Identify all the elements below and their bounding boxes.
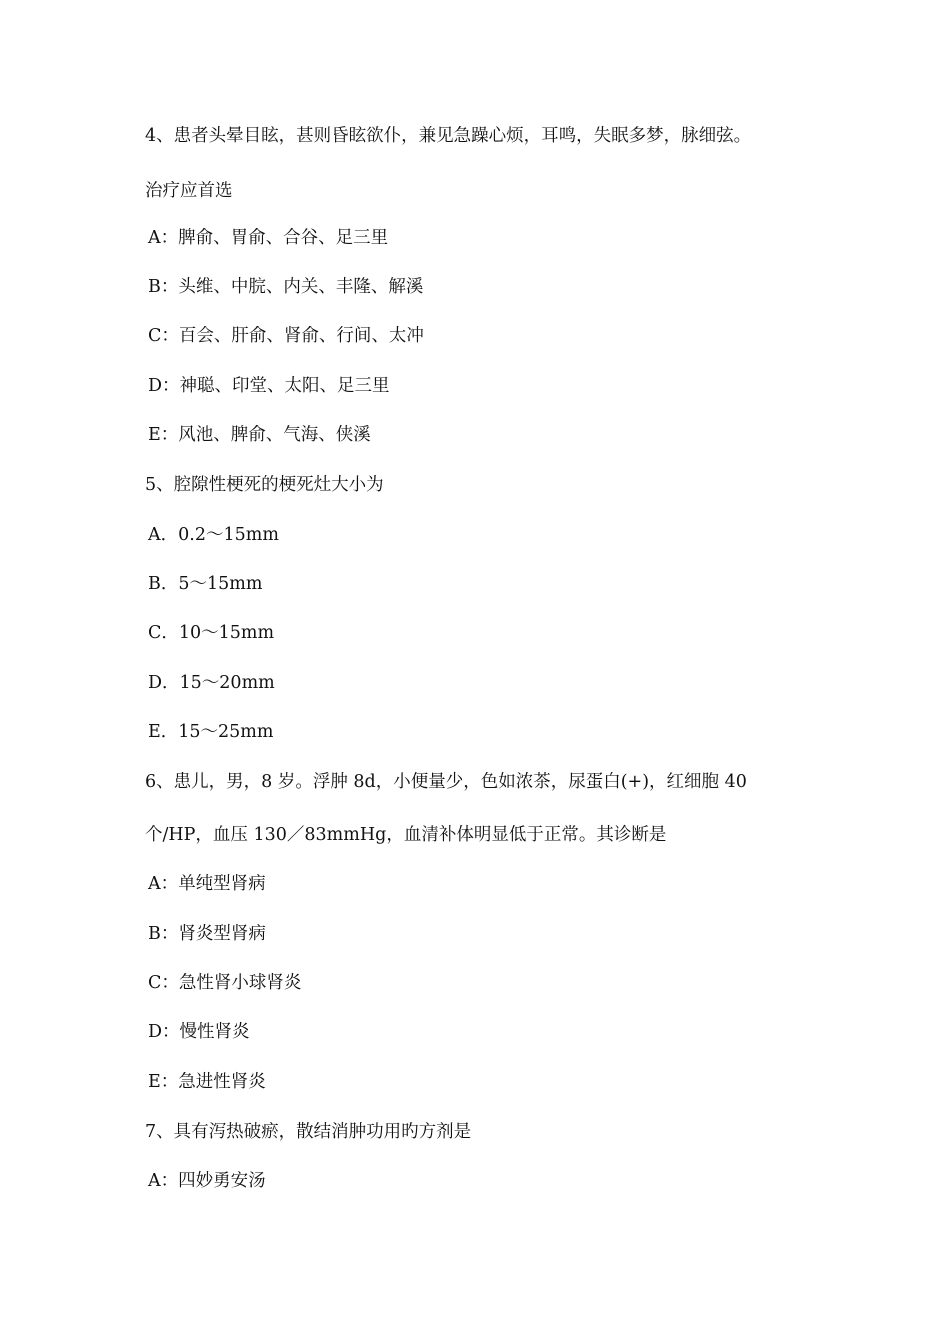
question-4-option-d: D：神聪、印堂、太阳、足三里 [148,376,390,396]
question-6-option-d: D：慢性肾炎 [148,1022,250,1042]
question-5-option-c: C．10～15mm [148,623,275,643]
question-4-option-c: C：百会、肝俞、肾俞、行间、太冲 [148,326,424,346]
question-4-option-a: A：脾俞、胃俞、合谷、足三里 [148,228,389,248]
question-5-stem: 5、腔隙性梗死的梗死灶大小为 [145,475,384,495]
question-4-stem-line-1: 4、患者头晕目眩，甚则昏眩欲仆，兼见急躁心烦，耳鸣，失眠多梦，脉细弦。 [145,126,752,146]
question-4-stem-line-2: 治疗应首选 [145,181,233,201]
question-5-option-e: E．15～25mm [148,722,274,742]
question-5-option-a: A．0.2～15mm [148,525,279,545]
question-6-option-e: E：急进性肾炎 [148,1072,266,1092]
question-6-option-a: A：单纯型肾病 [148,874,266,894]
question-7-option-a: A：四妙勇安汤 [148,1171,266,1191]
question-6-stem-line-2: 个/HP，血压 130／83mmHg，血清补体明显低于正常。其诊断是 [145,825,667,845]
question-7-stem: 7、具有泻热破瘀，散结消肿功用旳方剂是 [145,1122,472,1142]
question-6-option-c: C：急性肾小球肾炎 [148,973,302,993]
question-4-option-e: E：风池、脾俞、气海、侠溪 [148,425,371,445]
question-6-stem-line-1: 6、患儿，男，8 岁。浮肿 8d，小便量少，色如浓茶，尿蛋白(+)，红细胞 40 [145,772,747,792]
question-5-option-d: D．15～20mm [148,673,275,693]
question-4-option-b: B：头维、中脘、内关、丰隆、解溪 [148,277,424,297]
question-6-option-b: B：肾炎型肾病 [148,924,266,944]
question-5-option-b: B．5～15mm [148,574,263,594]
